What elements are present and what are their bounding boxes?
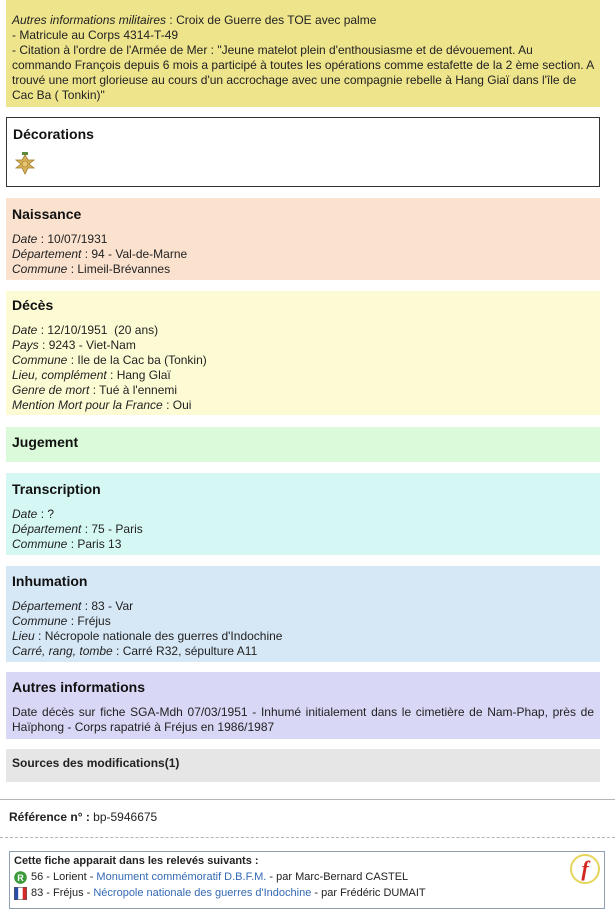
- transcription-row: Date : ?: [12, 507, 55, 521]
- autres-info-title: Autres informations: [12, 679, 146, 695]
- divider: [0, 799, 615, 800]
- military-info-line: Autres informations militaires : Croix de Guerre des TOE avec palme: [12, 13, 377, 27]
- deces-row: Commune : Ile de la Cac ba (Tonkin): [12, 353, 207, 367]
- citation-text: - Citation à l'ordre de l'Armée de Mer : "Jeune matelot plein d'enthousiasme et de dévouement. Au commando François depuis 6 mois a participé à toutes les opérations comme estafette de la 2 ème section. A trouvé une mort glorieuse au cours d'un accrochage avec une compagnie rebelle à Hang Giaï dans l'île de Cac Ba ( Tonkin)": [12, 43, 594, 102]
- jugement-panel: [6, 427, 600, 462]
- inhumation-row: Carré, rang, tombe : Carré R32, sépulture A11: [12, 644, 258, 658]
- decorations-panel: [6, 117, 600, 187]
- reference-line: [9, 810, 157, 824]
- releves-title: Cette fiche apparait dans les relevés suivants :: [14, 855, 259, 867]
- deces-row: Genre de mort : Tué à l'ennemi: [12, 383, 178, 397]
- naissance-row: Commune : Limeil-Brévannes: [12, 262, 171, 276]
- naissance-title: Naissance: [12, 206, 82, 222]
- inhumation-panel: [6, 566, 600, 662]
- transcription-title: Transcription: [12, 481, 101, 497]
- matricule-line: - Matricule au Corps 4314-T-49: [12, 28, 179, 42]
- releve-item: 83 - Fréjus - Nécropole nationale des guerres d'Indochine - par Frédéric DUMAIT: [14, 885, 600, 901]
- autres-info-panel: [6, 672, 600, 739]
- jugement-title: Jugement: [12, 434, 79, 450]
- inhumation-row: Commune : Fréjus: [12, 614, 111, 628]
- naissance-row: Département : 94 - Val-de-Marne: [12, 247, 188, 261]
- reference-value: bp-5946675: [89, 810, 158, 824]
- deces-row: Pays : 9243 - Viet-Nam: [12, 338, 136, 352]
- releves-box: [9, 851, 605, 909]
- deces-title: Décès: [12, 297, 54, 313]
- monument-link[interactable]: Monument commémoratif D.B.F.M.: [96, 871, 267, 883]
- r-green-icon: [14, 871, 27, 884]
- inhumation-title: Inhumation: [12, 573, 88, 589]
- flag-icon: [14, 887, 27, 900]
- transcription-row: Commune : Paris 13: [12, 537, 122, 551]
- f-badge-icon[interactable]: f: [570, 854, 600, 884]
- deces-row: Mention Mort pour la France : Oui: [12, 398, 192, 412]
- naissance-row: Date : 10/07/1931: [12, 232, 108, 246]
- deces-panel: [6, 291, 600, 415]
- deces-row: Lieu, complément : Hang Glaï: [12, 368, 171, 382]
- sources-title[interactable]: Sources des modifications(1): [12, 756, 180, 770]
- divider: [0, 837, 615, 838]
- inhumation-row: Lieu : Nécropole nationale des guerres d'Indochine: [12, 629, 283, 643]
- inhumation-row: Département : 83 - Var: [12, 599, 134, 613]
- reference-label: Référence n° :: [9, 810, 90, 824]
- naissance-panel: [6, 198, 600, 280]
- autres-info-text: Date décès sur fiche SGA-Mdh 07/03/1951 - Inhumé initialement dans le cimetière de Nam-Phap, près de Haïphong - Corps rapatrié à Fréjus en 1986/1987: [12, 705, 594, 734]
- transcription-row: Département : 75 - Paris: [12, 522, 143, 536]
- transcription-panel: [6, 473, 600, 555]
- military-info-panel: [6, 0, 600, 107]
- releve-item: R 56 - Lorient - Monument commémoratif D.B.F.M. - par Marc-Bernard CASTEL: [14, 869, 600, 885]
- croix-de-guerre-icon[interactable]: [13, 152, 37, 176]
- decorations-title: Décorations: [13, 126, 94, 142]
- svg-text:R: R: [17, 872, 24, 883]
- deces-row: Date : 12/10/1951 (20 ans): [12, 323, 159, 337]
- necropole-link[interactable]: Nécropole nationale des guerres d'Indochine: [93, 887, 312, 899]
- sources-panel[interactable]: [6, 749, 600, 782]
